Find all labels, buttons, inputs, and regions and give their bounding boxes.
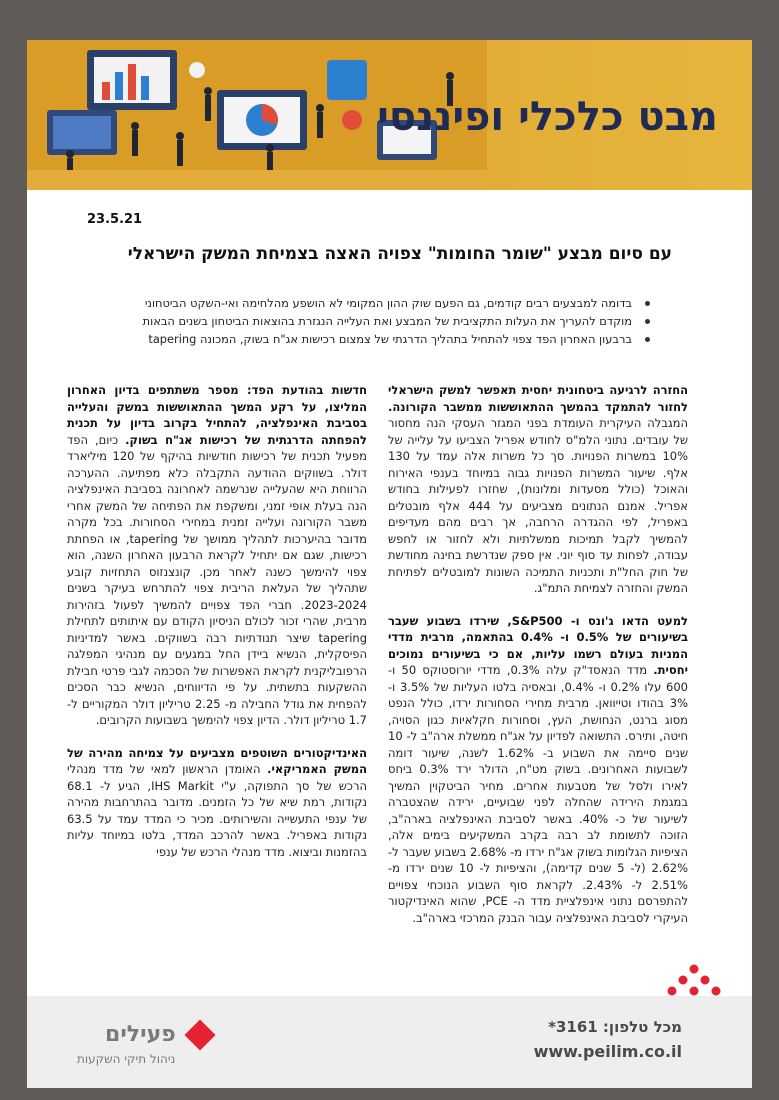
footer <box>27 996 752 1088</box>
phone-number: מכל טלפון: 3161* <box>548 1018 682 1036</box>
bullet-item: בדומה למבצעים רבים קודמים, גם הפעם שוק ההון המקומי לא הושפע מהלחימה ואי-השקט הביטחוני <box>52 294 652 312</box>
bullet-dot-icon <box>645 337 650 342</box>
paragraph <box>67 745 367 861</box>
bullet-dot-icon <box>645 319 650 324</box>
paragraph <box>67 382 367 729</box>
paragraph-lead: חדשות בהודעת הפד: מספר משתתפים בדיון האחרון המליצו, על רקע המשך ההתאוששות במשק והעלייה בסביבת האינפלציה, להתחיל בקרוב בדיון על תכנית להפחתה הדרגתית של רכישות אג"ח בשוק. <box>67 383 367 447</box>
publication-date: 23.5.21 <box>87 212 143 227</box>
document-page <box>27 40 752 1088</box>
paragraph <box>388 613 688 927</box>
paragraph-body: המגבלה העיקרית העומדת בפני המגזר העסקי הנה מחסור של עובדים. נתוני הלמ"ס לחודש אפריל הצביעו על עלייה של 10% במשרות הפנויות. סך כל משרות אלה עמד על 130 אלף. שיעור המשרות הפנויות גבוה במיוחד בענפי האירוח והאוכל (כולל מסעדות ומלונות), שחזרו לפעילות בחודש אפריל. אמנם הנתונים מצביעים על 444 אלף מובטלים באפריל, לפי ההגדרה הרחבה, אך רבים מהם מעדיפים להמשיך לקבל תמיכות ממשלתיות ולא לחזור או לחפש עבודה, לפחות עד סוף יוני. אין ספק שנדרשת בחינה מחודשת של חוק החל"ת ותכניות התמיכה השונות למובטלים לפתיחת המשק והחזרה לצמיחת התמ"ג. <box>388 416 688 595</box>
bullet-item: ברבעון האחרון הפד צפוי להתחיל בתהליך הדרגתי של צמצום רכישות אג"ח בשוק, המכונה tapering <box>52 330 652 348</box>
header-banner <box>27 40 752 190</box>
paragraph-body: כיום, הפד מפעיל תכנית של רכישות חודשיות בהיקף של 120 מיליארד דולר. בשווקים ההודעה התקבלה כלא מפתיעה. ההערכה הרווחת היא שהעלייה שנרשמה לאחרונה בסביבת האינפלציה הנה בעלת אופי זמני, ומשקפת את הפתיחה של המשק אחרי משבר הקורונה ועלייה זמנית במחירי הסחורות. בכל מקרה מדובר בהיערכות לתהליך ממושך של tapering, או הפחתת רכישות, שגם אם יתחיל לקראת הרבעון האחרון השנה, הוא צפוי להימשך כשנה לאחר מכן. קונצנזוס התחזיות קובע שתהליך של העלאת הריבית צפוי להתרחש בעיקר בשנים 2023-2024. חברי הפד צפויים להמשיך לפעול בזהירות מרבית, שהרי זכור לכולם הניסיון הקודם עם איתותים לתחילת tapering שיצר תנודתיות רבה בשווקים. באשר למדיניות הפיסקלית, הנשיא ביידן החל במגעים עם מנהיגי המפלגה הרפובליקנית לקראת האפשרות של הסכמה לגבי פרטי חבילת ההשקעות בתשתית. על פי הדיווחים, הנשיא כבר הסכים להפחית את גודל החבילה מ- 2.25 טריליון דולר המקוריים ל- 1.7 טריליון דולר. הדיון צפוי להימשך בשבועות הקרובים. <box>67 432 367 727</box>
headline: עם סיום מבצע "שומר החומות" צפויה האצה בצמיחת המשק הישראלי <box>127 244 672 264</box>
brand-name: פעילים <box>105 1022 176 1047</box>
paragraph <box>388 382 688 597</box>
banner-title: מבט כלכלי ופיננסי <box>377 94 718 140</box>
article-column-left <box>67 382 367 876</box>
paragraph-body: האומדן הראשון למאי של מדד מנהלי הרכש של סך התפוקה, ע"י IHS Markit, הגיע ל- 68.1 נקודות, רמת שיא של כל הזמנים. מדובר בהתרחבות מהירה של ענפי התעשייה והשירותים. מכיר כי המדד עמד על 63.5 נקודות באפריל. באשר להרכב המדד, בלטו במיוחד עליות בהזמנות וביצוא. מדד מנהלי הרכש של ענפי <box>67 762 367 859</box>
website-link[interactable]: www.peilim.co.il <box>533 1042 682 1061</box>
bullet-dot-icon <box>645 301 650 306</box>
paragraph-body: מדד הנאסד"ק עלה 0.3%, מדדי יורוסטוקס 50 ו- 600 עלו 0.2% ו- 0.4%, ובאסיה בלטו העליות של 3.5% ו- 3% בהודו וטייוואן. מרבית מחירי הסחורות ירדו, כולל הנפט מסוג ברנט, הנחושת, העץ, וסחורות חקלאיות כגון הסויה, חיטה, ותירס. התשואה לפדיון על אג"ח ממשלת ארה"ב ל- 10 שנים סיימה את השבוע ב- 1.62% לשנה, שיעור דומה לשבועות האחרונים. בשוק מט"ח, הדולר ירד 0.3% ביחס לאירו ולסל של מטבעות אחרים. מחיר הביטקוין המשיך במגמת הירידה שהחלה לפני שבועיים, ירידה שהצטברה לשיעור של כ- 40%. באשר לסביבת האינפלציה בארה"ב, הזוכה לתשומת לב רבה בקרב המשקיעים בימים אלה, הציפיות הגלומות בשוק אג"ח ירדו מ- 2.68% בשבוע שעבר ל- 2.62% (ל- 5 שנים קדימה), והציפיות ל- 10 שנים ירדו מ- 2.51% ל- 2.43%. לקראת סוף השבוע הנוכחי צפויים להתפרסם נתוני אינפלציית מדד ה- PCE, שהוא האינדיקטור העיקרי לסביבת האינפלציה עבור הבנק המרכזי בארה"ב. <box>388 663 689 925</box>
contact-info <box>534 1018 682 1061</box>
paragraph-lead: החזרה לרגיעה ביטחונית יחסית תאפשר למשק הישראלי לחזור להתמקד בהמשך ההתאוששות ממשבר הקורונה. <box>388 383 688 414</box>
bullet-item: מוקדם להעריך את העלות התקציבית של המבצע ואת העלייה הנגזרת בהוצאות הביטחון בשנים הבאות <box>52 312 652 330</box>
article-column-right <box>388 382 688 942</box>
brand-tagline: ניהול תיקי השקעות <box>77 1052 176 1066</box>
summary-bullets <box>52 294 652 348</box>
paragraph-lead: האינדיקטורים השוטפים מצביעים על צמיחה מהירה של המשק האמריקאי. <box>67 745 367 776</box>
paragraph-lead: למעט הדאו ג'ונס ו- S&P500, שירדו בשבוע שעבר בשיעורים של 0.5% ו- 0.4% בהתאמה, מרבית מדדי המניות בעולם רשמו עליות, אם כי בשיעורים נמוכים יחסית. <box>388 613 688 677</box>
diamond-logo-icon <box>184 1019 215 1050</box>
